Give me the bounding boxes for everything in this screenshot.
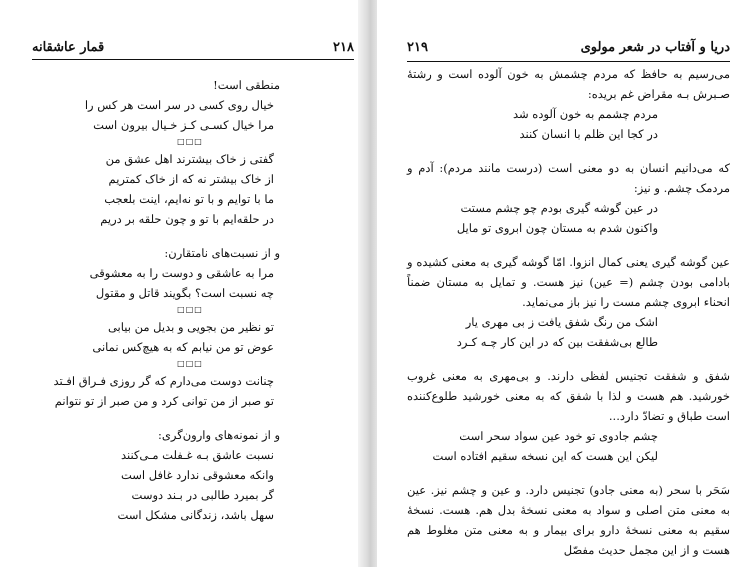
prose-paragraph: سَحَر با سحر (به معنی جادو) تجنیس دارد. و عین و چشم نیز. عین به معنی متن اصلی و سواد به معنی نسخهٔ بدل هم. هست. نسخهٔ سقیم به معنی نسخهٔ دارو برای بیمار و به معنی متن مغلوط هم هست و از این مجمل حدیث مفصّل — [407, 483, 730, 557]
verse-line: مردم چشمم به خون آلوده شد — [512, 107, 658, 121]
paragraph-gap — [40, 411, 280, 425]
verse-line: مرا خیال کسـی کـز خـیال بیرون است — [93, 118, 274, 132]
prose-paragraph: شفق و شفقت تجنیس لفظی دارند. و بی‌مهری به معنی غروب خورشید. هم هست و لذا با شفق که به معنی خورشید طلوع‌کننده است طباق و تضادّ دارد... — [407, 369, 730, 423]
verse-separator: □□□ — [177, 137, 203, 146]
section-heading: و از نسبت‌های نامتقارن: — [164, 246, 280, 260]
prose-paragraph: که می‌دانیم انسان به دو معنی است (درست مانند مردم): آدم و مردمک چشم. و نیز: — [407, 161, 730, 195]
section-heading: و از نمونه‌های وارون‌گری: — [158, 428, 280, 442]
verse-separator: □□□ — [177, 305, 203, 314]
right-running-title: دریا و آفتاب در شعر مولوی — [580, 40, 730, 55]
verse-line: طالع بی‌شفقت بین که در این کار چـه کـرد — [456, 335, 658, 349]
left-running-title: قمار عاشقانه — [32, 40, 105, 55]
left-page-body — [40, 75, 280, 525]
paragraph-gap — [407, 352, 730, 366]
right-page-body — [407, 64, 730, 560]
prose-paragraph: می‌رسیم به حافظ که مردم چشمش به خون آلوده است و رشتهٔ صـبرش بـه مقراض غم بریده: — [407, 67, 730, 101]
verse-line: تو صبر از من توانی کرد و من صبر از تو نتوانم — [54, 394, 274, 408]
verse-line: چه نسبت است؟ بگویند قاتل و مقتول — [95, 286, 274, 300]
verse-line: گر بمیرد طالبی در بـند دوست — [131, 488, 274, 502]
verse-line: در حلقه‌ایم با تو و چون حلقه بر دریم — [100, 212, 274, 226]
verse-line: لیکن این هست که این نسخه سقیم افتاده است — [432, 449, 658, 463]
verse-line: مرا به عاشقی و دوست را به معشوقی — [89, 266, 274, 280]
verse-line: سهل باشد، زندگانی مشکل است — [117, 508, 274, 522]
paragraph-gap — [40, 229, 280, 243]
left-header-rule — [32, 59, 354, 60]
verse-line: در عین گوشه گیری بودم چو چشم مستت — [460, 201, 658, 215]
right-page — [377, 0, 737, 567]
left-page — [0, 0, 360, 567]
paragraph-gap — [407, 238, 730, 252]
verse-line: عوض تو من نیابم که به هیچ‌کس نمانی — [92, 340, 274, 354]
section-heading: منطقی است! — [213, 78, 280, 92]
verse-line: ما با توایم و با تو نه‌ایم، اینت بلعجب — [104, 192, 274, 206]
verse-line: خیال روی کسی در سر است هر کس را — [84, 98, 274, 112]
verse-line: تو نظیر من بجویی و بدیل من بیابی — [107, 320, 274, 334]
verse-line: اشک من رنگ شفق یافت ز بی مهری یار — [465, 315, 658, 329]
left-page-number: ۲۱۸ — [333, 40, 354, 55]
verse-line: گفتی ز خاک بیشترند اهل عشق من — [105, 152, 274, 166]
paragraph-gap — [407, 466, 730, 480]
paragraph-gap — [407, 144, 730, 158]
prose-paragraph: عین گوشه گیری یعنی کمال انزوا. امّا گوشه گیری به معنی کشیده و بادامی بودن چشم (= عین) نیز هست. و تمایل به مستان ضمناً انحناء ابروی چشم مست را نیز باز می‌نماید. — [407, 255, 730, 309]
right-header-rule — [407, 61, 730, 62]
verse-line: چنانت دوست می‌دارم که گر روزی فـراق افـتد — [53, 374, 274, 388]
verse-line: چشم جادوی تو خود عین سواد سحر است — [459, 429, 658, 443]
verse-line: از خاک بیشتر نه که از خاک کمتریم — [108, 172, 274, 186]
verse-line: نسبت عاشق بـه غـفلت مـی‌کنند — [120, 448, 274, 462]
verse-line: در کجا این ظلم با انسان کنند — [519, 127, 658, 141]
left-page-header — [32, 38, 354, 58]
verse-line: وانکه معشوقی ندارد غافل است — [120, 468, 274, 482]
verse-line: واکنون شدم به مستان چون ابروی تو مایل — [456, 221, 658, 235]
right-page-number: ۲۱۹ — [407, 40, 428, 55]
right-page-header — [407, 38, 730, 58]
verse-separator: □□□ — [177, 359, 203, 368]
